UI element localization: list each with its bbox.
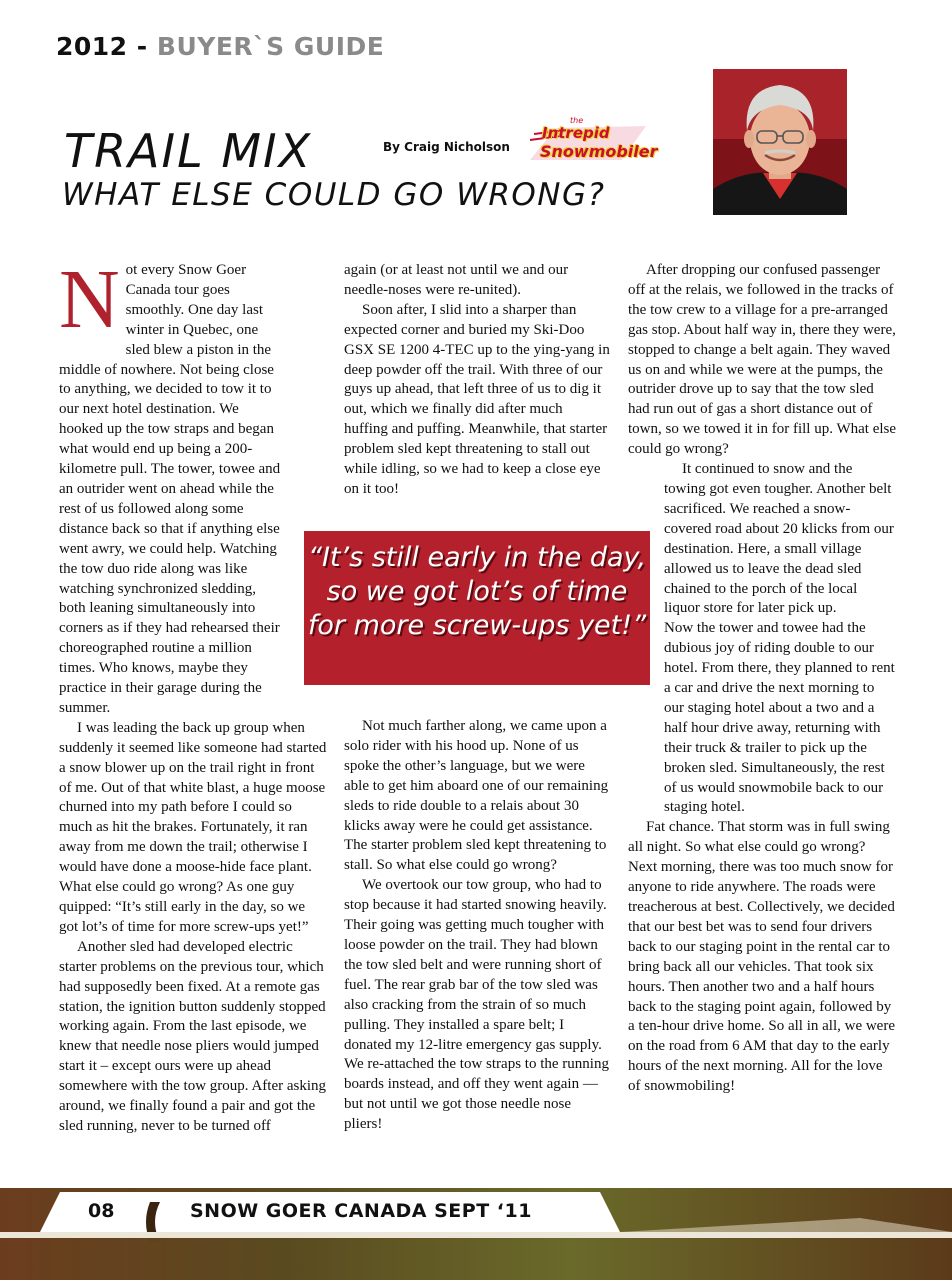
section-header [56,32,384,61]
paragraph: Now the tower and towee had the dubious joy of riding double to our hotel. From there, they planned to rent a car and drive the next morning to our staging hotel about a two and a half hour drive away, returning with their truck & trailer to pick up the broken sled. Simultaneously, the rest of us would snowmobile back to our staging hotel. [664,620,895,816]
paragraph: I was leading the back up group when suddenly it seemed like someone had started a snow blower up on the trail right in front of me. Out of that white blast, a huge moose churned into my path before I could so much as hit the brakes. Fortunately, it ran away from me down the trail; otherwise I would have done a moose-hide face plant. What else could go wrong? As one guy quipped: “It’s still early in the day, so we got lot’s of time for more screw-ups yet!” [59,719,327,935]
author-photo [713,69,847,215]
magazine-footer: SNOW GOER CANADA SEPT ‘11 [190,1200,532,1222]
section-year: 2012 - [56,32,148,61]
logo-line-2: Snowmobiler [540,142,658,161]
article-subtitle: WHAT ELSE COULD GO WRONG? [62,177,606,213]
paragraph: Another sled had developed electric starter problems on the previous tour, which had supposedly been fixed. At a remote gas station, the ignition button suddenly stopped working again. From the last episode, we knew that needle nose pliers would jumped start it – except ours were up ahead somewhere with the tow group. After asking around, we finally found a pair and got the sled running, never to be turned off [59,938,327,1134]
paragraph: Soon after, I slid into a sharper than expected corner and buried my Ski-Doo GSX SE 1200 4-TEC up to the ying-yang in deep powder off the trail. With three of our guys up ahead, that left three of us to dig it out, which we finally did after much huffing and puffing. Meanwhile, that starter problem sled kept threatening to stall out while idling, so we had to keep a close eye on it too! [344,301,610,497]
column-2-top [344,261,610,500]
paragraph: ot every Snow Goer Canada tour goes smoothly. One day last winter in Quebec, one sled blew a piston in the middle of nowhere. Not being close to anything, we decided to tow it to our next hotel destination. We hooked up the tow straps and began what would end up being a 200-kilometre pull. The tower, towee and an outrider went on ahead while the rest of us followed along some distance back so that if anything else went awry, we could help. Watching the tow duo ride along was like watching synchronized sledding, both leaning simultaneously into corners as if they had rehearsed their choreographed routine a million times. Who knows, maybe they practice in their garage during the summer. [59,262,281,716]
article-title: TRAIL MIX [64,124,313,178]
logo-line-1: Intrepid [542,124,610,142]
paragraph: We overtook our tow group, who had to stop because it had started snowing heavily. Their going was getting much tougher with loose powder on the trail. They had blown the tow sled belt and were running short of fuel. The rear grab bar of the tow sled was also cracking from the strain of so much pulling. They installed a spare belt; I donated my 12-litre emergency gas supply. We re-attached the tow straps to the running boards instead, and off they went again — but not until we got those needle nose pliers! [344,877,609,1133]
page-number: 08 [88,1200,115,1222]
drop-cap: N [59,253,120,346]
paragraph: After dropping our confused passenger off at the relais, we followed in the tracks of the tow crew to a village for a pre-arranged gas stop. About half way in, there they were, stopped to change a belt again. They waved us on and while we were at the pumps, the outrider drove up to say that the tow sled had run out of gas a short distance out of town, so we towed it in for fill up. What else could go wrong? [628,262,897,458]
section-name: BUYER`S GUIDE [156,32,385,61]
intrepid-snowmobiler-logo [526,116,658,166]
pull-quote-text: “It’s still early in the day, so we got lot’s of time for more screw-ups yet!” [307,542,647,641]
paragraph: Fat chance. That storm was in full swing all night. So what else could go wrong? Next morning, there was too much snow for anyone to ride anywhere. The roads were treacherous at best. Collectively, we decided that our best bet was to send four drivers back to our staging point in the rental car to bring back all our vehicles. That took six hours. Then another two and a half hours back to the staging point again, followed by a ten-hour drive home. So all in all, we were on the road from 6 AM that day to the early hours of the next morning. All for the love of snowmobiling! [628,819,895,1095]
paragraph: Not much farther along, we came upon a solo rider with his hood up. None of us spoke the other’s language, but we were able to get him aboard one of our remaining sleds to ride double to a relais about 30 klicks away were he could get assistance. The starter problem sled kept threatening to stall. So what else could go wrong? [344,718,609,874]
paragraph: again (or at least not until we and our needle-noses were re-united). [344,262,569,298]
column-1 [59,253,327,1137]
author-portrait-image [713,69,847,215]
byline: By Craig Nicholson [383,140,510,154]
pull-quote [304,531,650,685]
column-2-bottom [344,717,610,1135]
logo-the: the [570,116,584,125]
paragraph: It continued to snow and the towing got even tougher. Another belt sacrificed. We reached a snow-covered road about 20 klicks from our destination. Here, a small village allowed us to leave the dead sled chained to the porch of the local liquor store for later pick up. [664,461,894,617]
column-3 [628,261,896,1097]
